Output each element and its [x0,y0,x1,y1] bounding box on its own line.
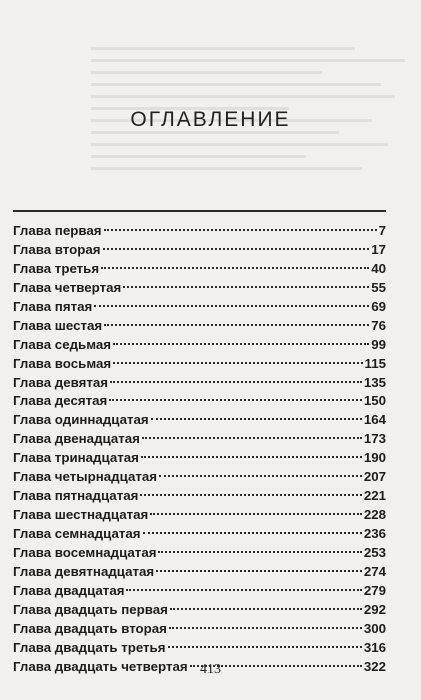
toc-entry-title: Глава тринадцатая [13,450,139,466]
toc-entry-page: 190 [363,450,386,466]
toc-entry [13,582,386,601]
toc-entry [13,468,386,487]
toc-entry-title: Глава шестая [13,317,103,333]
toc-entry-page: 115 [364,355,386,371]
dot-leader [103,248,370,250]
toc-entry-title: Глава семнадцатая [13,526,141,541]
toc-entry-title: Глава седьмая [13,336,112,352]
toc-entry-title: Глава пятнадцатая [13,488,139,504]
toc-entry-page: 274 [363,563,386,579]
toc-entry-title: Глава двадцать третья [13,639,166,655]
toc-entry-title: Глава девятая [13,374,109,390]
dot-leader [168,646,362,648]
toc-entry-title: Глава шестнадцатая [13,507,149,523]
page-number: 413 [200,662,221,677]
dot-leader [104,229,377,231]
toc-entry-title: Глава двадцать четвертая [13,658,188,674]
toc-entry [13,544,386,563]
dot-leader [94,305,369,307]
toc-entry-page: 173 [363,431,386,447]
dot-leader [140,494,361,496]
toc-entry-title: Глава третья [13,260,100,276]
toc-entry-title: Глава четырнадцатая [13,469,157,485]
toc-entry-page: 17 [371,241,386,257]
dot-leader [141,456,362,458]
toc-entry-page: 279 [363,582,386,598]
toc-entry-title: Глава двадцать вторая [13,620,167,636]
toc-entry-page: 76 [371,317,386,333]
toc-entry-page: 253 [363,544,386,560]
dot-leader [110,381,362,383]
toc-entry-title: Глава восьмая [13,355,112,371]
toc-entry [13,355,386,374]
dot-leader [169,627,362,629]
toc-entry [13,563,386,582]
toc-entry-page: 150 [363,393,386,409]
toc-entry-page: 322 [363,658,386,674]
dot-leader [151,418,362,420]
toc-entry-title: Глава двадцатая [13,582,125,598]
toc-entry [13,506,386,525]
toc-entry-title: Глава первая [13,223,102,238]
toc-entry-title: Глава восемнадцатая [13,544,157,560]
toc-entry-page: 55 [371,279,386,295]
dot-leader [143,532,362,534]
toc-entry-page: 164 [363,412,386,428]
dot-leader [170,608,362,610]
dot-leader [156,570,362,572]
toc-entry-title: Глава одиннадцатая [13,412,149,428]
toc-entry-page: 236 [363,526,386,541]
toc-entry-title: Глава десятая [13,393,108,409]
toc-entry [13,430,386,449]
toc-entry-title: Глава девятнадцатая [13,563,155,579]
toc-entry-page: 316 [363,639,386,655]
dot-leader [113,362,362,364]
toc-entry [13,241,386,260]
toc-entry-page: 40 [371,260,386,276]
table-of-contents [13,222,386,677]
toc-entry-page: 300 [363,620,386,636]
toc-entry-page: 228 [363,507,386,523]
dot-leader [126,589,361,591]
dot-leader [113,343,369,345]
toc-entry [13,279,386,298]
toc-entry [13,639,386,658]
dot-leader [142,437,362,439]
page-title: ОГЛАВЛЕНИЕ [130,108,291,132]
toc-entry-page: 69 [371,298,386,314]
toc-entry [13,317,386,336]
toc-entry-title: Глава двенадцатая [13,431,140,447]
toc-entry [13,260,386,279]
toc-entry [13,525,386,544]
toc-entry [13,487,386,506]
toc-entry [13,336,386,355]
toc-entry [13,601,386,620]
top-rule [13,210,386,212]
toc-entry-page: 207 [363,469,386,485]
toc-entry-page: 221 [363,488,386,504]
dot-leader [123,286,369,288]
toc-entry [13,392,386,411]
toc-entry [13,449,386,468]
toc-entry-page: 7 [378,223,386,238]
toc-entry-page: 292 [363,601,386,617]
dot-leader [158,551,361,553]
toc-entry-page: 135 [363,374,386,390]
toc-entry-title: Глава пятая [13,298,93,314]
toc-entry [13,620,386,639]
toc-entry [13,374,386,393]
dot-leader [159,475,362,477]
toc-entry [13,298,386,317]
toc-entry-title: Глава вторая [13,241,101,257]
toc-entry-title: Глава двадцать первая [13,601,168,617]
dot-leader [150,513,362,515]
toc-entry [13,411,386,430]
dot-leader [104,324,369,326]
toc-entry [13,222,386,241]
dot-leader [109,399,362,401]
toc-entry-page: 99 [371,336,386,352]
dot-leader [101,267,369,269]
toc-entry-title: Глава четвертая [13,279,122,295]
